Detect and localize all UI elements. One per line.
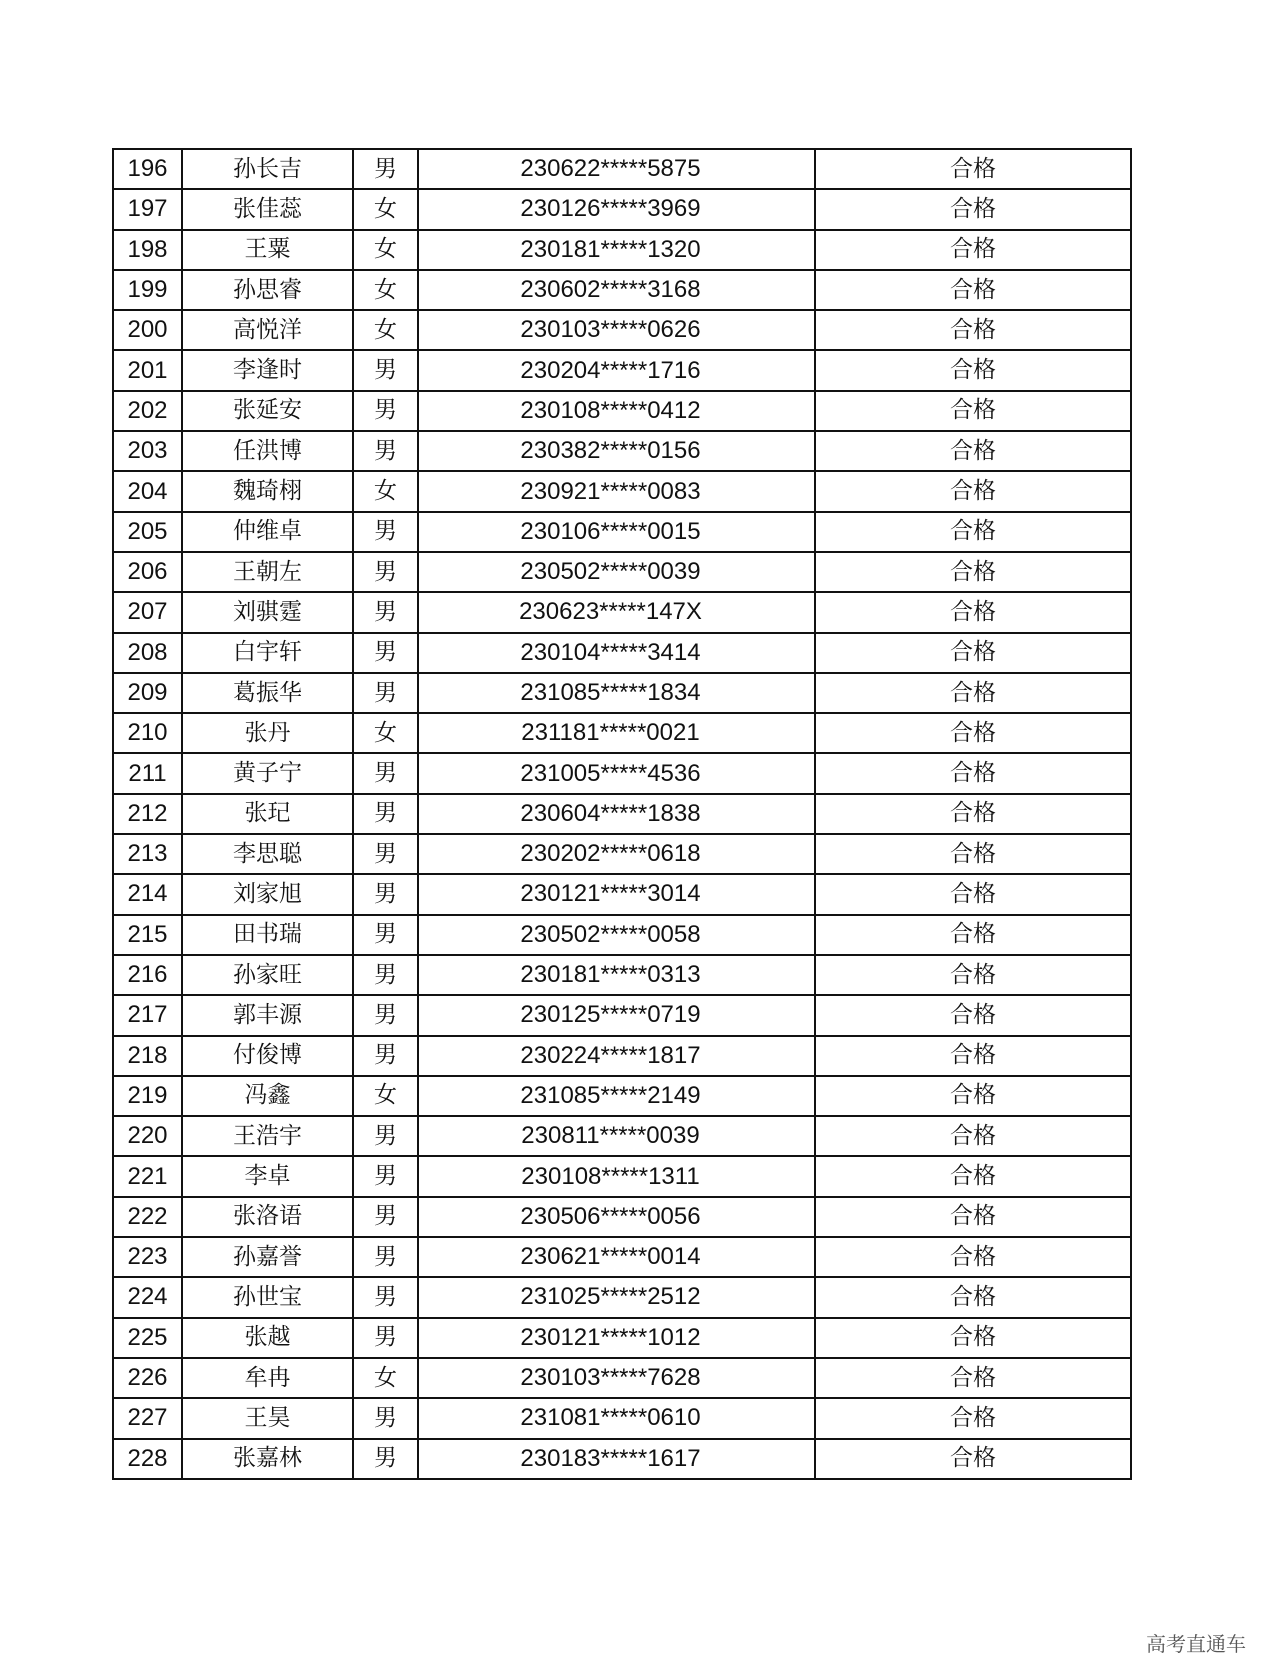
gender-cell: 男 <box>353 834 418 874</box>
gender-cell: 男 <box>353 633 418 673</box>
table-row <box>113 230 1131 270</box>
row-number-cell: 207 <box>113 592 182 632</box>
row-number-cell: 228 <box>113 1439 182 1479</box>
table-row <box>113 350 1131 390</box>
gender-cell: 男 <box>353 955 418 995</box>
name-cell: 任洪博 <box>182 431 353 471</box>
table-row <box>113 1277 1131 1317</box>
name-cell: 高悦洋 <box>182 310 353 350</box>
table-row <box>113 1358 1131 1398</box>
name-cell: 张玘 <box>182 794 353 834</box>
row-number-cell: 224 <box>113 1277 182 1317</box>
name-cell: 冯鑫 <box>182 1076 353 1116</box>
gender-cell: 男 <box>353 391 418 431</box>
gender-cell: 男 <box>353 512 418 552</box>
table-row <box>113 1398 1131 1438</box>
row-number-cell: 225 <box>113 1318 182 1358</box>
table-row <box>113 431 1131 471</box>
name-cell: 李逢时 <box>182 350 353 390</box>
name-cell: 黄子宁 <box>182 753 353 793</box>
name-cell: 张佳蕊 <box>182 189 353 229</box>
name-cell: 张越 <box>182 1318 353 1358</box>
name-cell: 王浩宇 <box>182 1116 353 1156</box>
name-cell: 李思聪 <box>182 834 353 874</box>
result-cell: 合格 <box>815 149 1131 189</box>
name-cell: 张丹 <box>182 713 353 753</box>
row-number-cell: 200 <box>113 310 182 350</box>
name-cell: 孙思睿 <box>182 270 353 310</box>
gender-cell: 女 <box>353 230 418 270</box>
row-number-cell: 217 <box>113 995 182 1035</box>
table-row <box>113 1237 1131 1277</box>
id-number-cell: 230181*****1320 <box>418 230 815 270</box>
id-number-cell: 230126*****3969 <box>418 189 815 229</box>
row-number-cell: 202 <box>113 391 182 431</box>
id-number-cell: 230506*****0056 <box>418 1197 815 1237</box>
row-number-cell: 203 <box>113 431 182 471</box>
result-cell: 合格 <box>815 471 1131 511</box>
table-row <box>113 1036 1131 1076</box>
id-number-cell: 230121*****1012 <box>418 1318 815 1358</box>
id-number-cell: 231081*****0610 <box>418 1398 815 1438</box>
result-cell: 合格 <box>815 915 1131 955</box>
id-number-cell: 230604*****1838 <box>418 794 815 834</box>
gender-cell: 男 <box>353 431 418 471</box>
row-number-cell: 196 <box>113 149 182 189</box>
table-row <box>113 1439 1131 1479</box>
row-number-cell: 211 <box>113 753 182 793</box>
table-row <box>113 149 1131 189</box>
watermark-text: 高考直通车 <box>1146 1632 1246 1656</box>
gender-cell: 女 <box>353 1076 418 1116</box>
result-cell: 合格 <box>815 874 1131 914</box>
result-cell: 合格 <box>815 633 1131 673</box>
row-number-cell: 212 <box>113 794 182 834</box>
table-row <box>113 834 1131 874</box>
gender-cell: 女 <box>353 270 418 310</box>
gender-cell: 女 <box>353 1358 418 1398</box>
table-row <box>113 753 1131 793</box>
result-cell: 合格 <box>815 431 1131 471</box>
row-number-cell: 210 <box>113 713 182 753</box>
gender-cell: 男 <box>353 149 418 189</box>
result-cell: 合格 <box>815 592 1131 632</box>
table-row <box>113 874 1131 914</box>
table-row <box>113 1156 1131 1196</box>
result-cell: 合格 <box>815 1156 1131 1196</box>
table-row <box>113 955 1131 995</box>
id-number-cell: 230108*****1311 <box>418 1156 815 1196</box>
row-number-cell: 197 <box>113 189 182 229</box>
gender-cell: 男 <box>353 673 418 713</box>
table-row <box>113 512 1131 552</box>
id-number-cell: 230502*****0058 <box>418 915 815 955</box>
name-cell: 白宇轩 <box>182 633 353 673</box>
row-number-cell: 218 <box>113 1036 182 1076</box>
result-cell: 合格 <box>815 1116 1131 1156</box>
row-number-cell: 209 <box>113 673 182 713</box>
name-cell: 葛振华 <box>182 673 353 713</box>
gender-cell: 女 <box>353 471 418 511</box>
results-table-body <box>113 149 1131 1479</box>
table-row <box>113 915 1131 955</box>
results-table <box>112 148 1132 1480</box>
gender-cell: 男 <box>353 1318 418 1358</box>
result-cell: 合格 <box>815 1398 1131 1438</box>
result-cell: 合格 <box>815 1197 1131 1237</box>
row-number-cell: 220 <box>113 1116 182 1156</box>
name-cell: 王朝左 <box>182 552 353 592</box>
id-number-cell: 230106*****0015 <box>418 512 815 552</box>
id-number-cell: 231085*****2149 <box>418 1076 815 1116</box>
table-row <box>113 633 1131 673</box>
id-number-cell: 231085*****1834 <box>418 673 815 713</box>
row-number-cell: 223 <box>113 1237 182 1277</box>
result-cell: 合格 <box>815 270 1131 310</box>
table-row <box>113 592 1131 632</box>
id-number-cell: 230103*****0626 <box>418 310 815 350</box>
name-cell: 王粟 <box>182 230 353 270</box>
name-cell: 张洛语 <box>182 1197 353 1237</box>
row-number-cell: 205 <box>113 512 182 552</box>
name-cell: 王昊 <box>182 1398 353 1438</box>
table-row <box>113 270 1131 310</box>
result-cell: 合格 <box>815 391 1131 431</box>
gender-cell: 男 <box>353 1036 418 1076</box>
result-cell: 合格 <box>815 552 1131 592</box>
name-cell: 张延安 <box>182 391 353 431</box>
result-cell: 合格 <box>815 673 1131 713</box>
row-number-cell: 206 <box>113 552 182 592</box>
result-cell: 合格 <box>815 753 1131 793</box>
row-number-cell: 213 <box>113 834 182 874</box>
table-row <box>113 310 1131 350</box>
id-number-cell: 230104*****3414 <box>418 633 815 673</box>
table-row <box>113 995 1131 1035</box>
row-number-cell: 221 <box>113 1156 182 1196</box>
gender-cell: 男 <box>353 350 418 390</box>
name-cell: 孙家旺 <box>182 955 353 995</box>
row-number-cell: 204 <box>113 471 182 511</box>
gender-cell: 男 <box>353 1237 418 1277</box>
gender-cell: 女 <box>353 713 418 753</box>
gender-cell: 男 <box>353 1197 418 1237</box>
table-row <box>113 794 1131 834</box>
gender-cell: 男 <box>353 1116 418 1156</box>
name-cell: 孙嘉誉 <box>182 1237 353 1277</box>
id-number-cell: 230382*****0156 <box>418 431 815 471</box>
row-number-cell: 208 <box>113 633 182 673</box>
result-cell: 合格 <box>815 310 1131 350</box>
result-cell: 合格 <box>815 189 1131 229</box>
name-cell: 仲维卓 <box>182 512 353 552</box>
row-number-cell: 215 <box>113 915 182 955</box>
gender-cell: 男 <box>353 1277 418 1317</box>
id-number-cell: 230103*****7628 <box>418 1358 815 1398</box>
row-number-cell: 222 <box>113 1197 182 1237</box>
name-cell: 刘家旭 <box>182 874 353 914</box>
gender-cell: 男 <box>353 1398 418 1438</box>
result-cell: 合格 <box>815 350 1131 390</box>
id-number-cell: 230183*****1617 <box>418 1439 815 1479</box>
result-cell: 合格 <box>815 713 1131 753</box>
gender-cell: 男 <box>353 794 418 834</box>
id-number-cell: 231005*****4536 <box>418 753 815 793</box>
name-cell: 付俊博 <box>182 1036 353 1076</box>
name-cell: 张嘉林 <box>182 1439 353 1479</box>
id-number-cell: 230181*****0313 <box>418 955 815 995</box>
name-cell: 孙长吉 <box>182 149 353 189</box>
gender-cell: 男 <box>353 915 418 955</box>
gender-cell: 男 <box>353 552 418 592</box>
id-number-cell: 230121*****3014 <box>418 874 815 914</box>
id-number-cell: 230623*****147X <box>418 592 815 632</box>
row-number-cell: 226 <box>113 1358 182 1398</box>
id-number-cell: 230811*****0039 <box>418 1116 815 1156</box>
gender-cell: 男 <box>353 753 418 793</box>
id-number-cell: 230202*****0618 <box>418 834 815 874</box>
result-cell: 合格 <box>815 955 1131 995</box>
gender-cell: 男 <box>353 874 418 914</box>
gender-cell: 女 <box>353 310 418 350</box>
result-cell: 合格 <box>815 230 1131 270</box>
table-row <box>113 673 1131 713</box>
gender-cell: 女 <box>353 189 418 229</box>
id-number-cell: 230204*****1716 <box>418 350 815 390</box>
table-row <box>113 391 1131 431</box>
gender-cell: 男 <box>353 995 418 1035</box>
id-number-cell: 230108*****0412 <box>418 391 815 431</box>
id-number-cell: 230621*****0014 <box>418 1237 815 1277</box>
row-number-cell: 201 <box>113 350 182 390</box>
row-number-cell: 198 <box>113 230 182 270</box>
row-number-cell: 199 <box>113 270 182 310</box>
table-row <box>113 713 1131 753</box>
row-number-cell: 216 <box>113 955 182 995</box>
id-number-cell: 230602*****3168 <box>418 270 815 310</box>
row-number-cell: 227 <box>113 1398 182 1438</box>
id-number-cell: 230622*****5875 <box>418 149 815 189</box>
result-cell: 合格 <box>815 1439 1131 1479</box>
table-row <box>113 1076 1131 1116</box>
result-cell: 合格 <box>815 834 1131 874</box>
table-row <box>113 552 1131 592</box>
gender-cell: 男 <box>353 1156 418 1196</box>
id-number-cell: 230921*****0083 <box>418 471 815 511</box>
gender-cell: 男 <box>353 592 418 632</box>
row-number-cell: 214 <box>113 874 182 914</box>
name-cell: 孙世宝 <box>182 1277 353 1317</box>
name-cell: 李卓 <box>182 1156 353 1196</box>
gender-cell: 男 <box>353 1439 418 1479</box>
table-row <box>113 1318 1131 1358</box>
id-number-cell: 230224*****1817 <box>418 1036 815 1076</box>
name-cell: 郭丰源 <box>182 995 353 1035</box>
row-number-cell: 219 <box>113 1076 182 1116</box>
name-cell: 田书瑞 <box>182 915 353 955</box>
id-number-cell: 231181*****0021 <box>418 713 815 753</box>
name-cell: 魏琦栩 <box>182 471 353 511</box>
result-cell: 合格 <box>815 1076 1131 1116</box>
name-cell: 牟冉 <box>182 1358 353 1398</box>
result-cell: 合格 <box>815 512 1131 552</box>
result-cell: 合格 <box>815 1358 1131 1398</box>
result-cell: 合格 <box>815 1318 1131 1358</box>
result-cell: 合格 <box>815 1036 1131 1076</box>
table-row <box>113 1197 1131 1237</box>
table-row <box>113 471 1131 511</box>
table-row <box>113 1116 1131 1156</box>
name-cell: 刘骐霆 <box>182 592 353 632</box>
id-number-cell: 230125*****0719 <box>418 995 815 1035</box>
id-number-cell: 231025*****2512 <box>418 1277 815 1317</box>
id-number-cell: 230502*****0039 <box>418 552 815 592</box>
result-cell: 合格 <box>815 1237 1131 1277</box>
table-row <box>113 189 1131 229</box>
result-cell: 合格 <box>815 995 1131 1035</box>
result-cell: 合格 <box>815 794 1131 834</box>
result-cell: 合格 <box>815 1277 1131 1317</box>
